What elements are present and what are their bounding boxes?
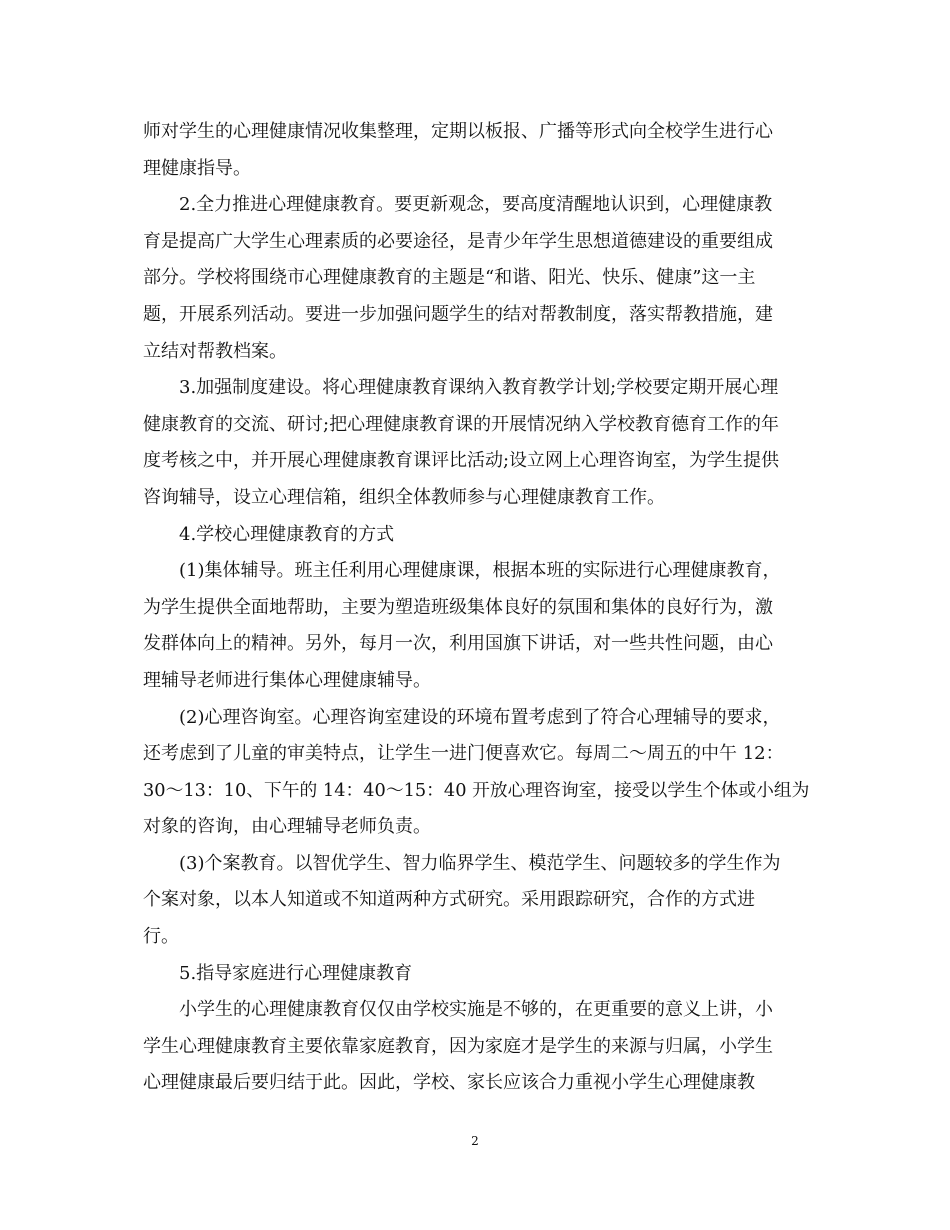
text-line: 理健康指导。 xyxy=(143,157,251,179)
text-line: (1)集体辅导。班主任利用心理健康课，根据本班的实际进行心理健康教育， xyxy=(179,560,781,582)
text-line: 育是提高广大学生心理素质的必要途径，是青少年学生思想道德建设的重要组成 xyxy=(143,230,773,252)
page-number: 2 xyxy=(471,1134,479,1148)
text-line: 心理健康最后要归结于此。因此，学校、家长应该合力重视小学生心理健康教 xyxy=(143,1072,755,1094)
text-line: 咨询辅导，设立心理信箱，组织全体教师参与心理健康教育工作。 xyxy=(143,486,665,508)
text-line: 小学生的心理健康教育仅仅由学校实施是不够的，在更重要的意义上讲，小 xyxy=(179,999,773,1021)
text-line: 对象的咨询，由心理辅导老师负责。 xyxy=(143,816,431,838)
text-line: 5.指导家庭进行心理健康教育 xyxy=(179,962,413,984)
text-line: 行。 xyxy=(143,926,179,948)
text-line: 健康教育的交流、研讨;把心理健康教育课的开展情况纳入学校教育德育工作的年 xyxy=(143,413,780,435)
text-line: 发群体向上的精神。另外，每月一次，利用国旗下讲话，对一些共性问题，由心 xyxy=(143,633,773,655)
text-line: 30～13：10、下午的 14：40～15：40 开放心理咨询室，接受以学生个体或小组为 xyxy=(143,780,810,801)
document-body xyxy=(143,114,810,1102)
text-line: 个案对象，以本人知道或不知道两种方式研究。采用跟踪研究，合作的方式进 xyxy=(143,889,755,911)
text-line: 3.加强制度建设。将心理健康教育课纳入教育教学计划;学校要定期开展心理 xyxy=(179,377,779,399)
text-line: 学生心理健康教育主要依靠家庭教育，因为家庭才是学生的来源与归属，小学生 xyxy=(143,1035,773,1057)
text-line: 部分。学校将围绕市心理健康教育的主题是“和谐、阳光、快乐、健康”这一主 xyxy=(143,267,756,289)
text-line: 理辅导老师进行集体心理健康辅导。 xyxy=(143,669,431,691)
text-line: 4.学校心理健康教育的方式 xyxy=(179,523,395,545)
text-line: 2.全力推进心理健康教育。要更新观念，要高度清醒地认识到，心理健康教 xyxy=(179,194,773,216)
text-line: 为学生提供全面地帮助，主要为塑造班级集体良好的氛围和集体的良好行为，激 xyxy=(143,596,773,618)
text-line: (2)心理咨询室。心理咨询室建设的环境布置考虑到了符合心理辅导的要求， xyxy=(179,706,781,728)
text-line: 立结对帮教档案。 xyxy=(143,340,287,362)
text-line: 师对学生的心理健康情况收集整理，定期以板报、广播等形式向全校学生进行心 xyxy=(143,121,773,142)
text-line: (3)个案教育。以智优学生、智力临界学生、模范学生、问题较多的学生作为 xyxy=(179,852,781,874)
text-line: 度考核之中，并开展心理健康教育课评比活动;设立网上心理咨询室，为学生提供 xyxy=(143,450,780,472)
text-line: 题，开展系列活动。要进一步加强问题学生的结对帮教制度，落实帮教措施，建 xyxy=(143,303,773,325)
text-line: 还考虑到了儿童的审美特点，让学生一进门便喜欢它。每周二～周五的中午 12： xyxy=(143,743,784,765)
